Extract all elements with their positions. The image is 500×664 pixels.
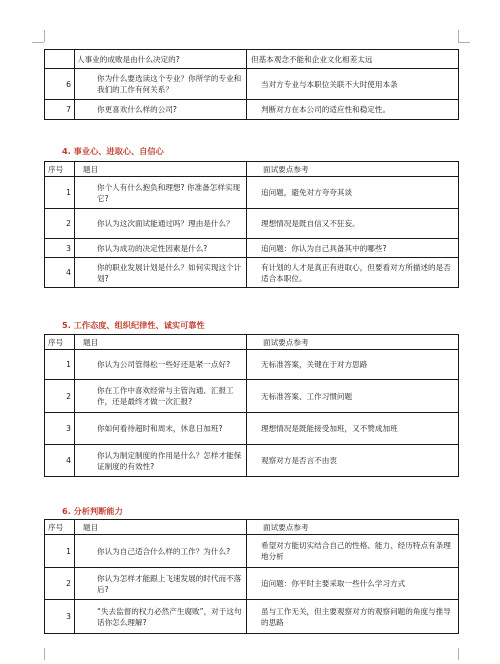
row-number (45, 50, 75, 69)
table-row (45, 600, 459, 634)
table-section-4 (44, 161, 459, 288)
section-title: 5. 工作态度、组织纪律性、诚实可靠性 (62, 320, 205, 330)
table-header-row (45, 335, 459, 350)
row-number: 4 (45, 258, 75, 288)
answer-cell: 理想情况是既自信又不狂妄。 (247, 209, 459, 239)
table-row (45, 380, 459, 413)
answer-cell: 观察对方是否言不由衷 (247, 445, 459, 477)
answer-cell: 追问题：你平时主要采取一些什么学习方式 (247, 568, 459, 600)
row-number: 3 (45, 413, 75, 445)
answer-cell: 有计划的人才是真正有进取心，但要看对方所描述的是否适合本职位。 (247, 258, 459, 288)
row-number: 6 (45, 69, 75, 100)
section-title: 6. 分析判断能力 (62, 506, 123, 516)
answer-cell: 但基本观念不能和企业文化相差太远 (247, 50, 459, 69)
crop-mark (458, 30, 459, 42)
row-number: 2 (45, 380, 75, 413)
header-answer: 面试要点参考 (247, 335, 459, 350)
question-cell: 你的职业发展计划是什么？如何实现这个计划? (75, 258, 247, 288)
header-answer: 面试要点参考 (247, 162, 459, 177)
header-answer: 面试要点参考 (247, 520, 459, 535)
table-row (45, 445, 459, 477)
answer-cell: 希望对方能切实结合自己的性格、能力、经历特点有条理地分析 (247, 535, 459, 568)
table-header-row (45, 162, 459, 177)
answer-cell: 追问题，避免对方夸夸其谈 (247, 177, 459, 209)
table-row (45, 177, 459, 209)
table-row (45, 258, 459, 288)
question-cell: 你认为自己适合什么样的工作？为什么? (75, 535, 247, 568)
answer-cell: 无标准答案，关键在于对方思路 (247, 350, 459, 380)
row-number: 7 (45, 100, 75, 120)
table-section-5 (44, 334, 459, 477)
table-row (45, 568, 459, 600)
table-continued (44, 49, 459, 120)
header-number: 序号 (45, 335, 75, 350)
table-row (45, 350, 459, 380)
answer-cell: 判断对方在本公司的适应性和稳定性。 (247, 100, 459, 120)
header-question: 题目 (75, 520, 247, 535)
table-row (45, 413, 459, 445)
crop-mark (458, 42, 470, 43)
header-number: 序号 (45, 162, 75, 177)
question-cell: 你认为这次面试能通过吗？理由是什么？ (75, 209, 247, 239)
question-cell: 你认为怎样才能跟上飞速发展的时代而不落后? (75, 568, 247, 600)
question-cell: 你更喜欢什么样的公司? (75, 100, 247, 120)
crop-mark (44, 30, 45, 42)
crop-mark (32, 42, 44, 43)
answer-cell: 理想情况是既能接受加班，又不赞成加班 (247, 413, 459, 445)
table-row (45, 209, 459, 239)
row-number: 1 (45, 350, 75, 380)
answer-cell: 无标准答案、工作习惯问题 (247, 380, 459, 413)
question-cell: 人事业的成败是由什么决定的? (75, 50, 247, 69)
row-number: 2 (45, 209, 75, 239)
question-cell: 你认为成功的决定性因素是什么? (75, 239, 247, 258)
header-question: 题目 (75, 335, 247, 350)
section-title: 4. 事业心、进取心、自信心 (62, 146, 164, 156)
question-cell: 你个人有什么抱负和理想? 你准备怎样实现它? (75, 177, 247, 209)
question-cell: 你认为制定制度的作用是什么？怎样才能保证制度的有效性? (75, 445, 247, 477)
header-number: 序号 (45, 520, 75, 535)
question-cell: 你如何看待超时和周末，休息日加班? (75, 413, 247, 445)
crop-mark (458, 648, 459, 660)
row-number: 1 (45, 535, 75, 568)
row-number: 1 (45, 177, 75, 209)
question-cell: “失去监督的权力必然产生腐败”，对于这句话你怎么理解? (75, 600, 247, 634)
answer-cell: 当对方专业与本职位关联不大时使用本条 (247, 69, 459, 100)
table-section-6 (44, 519, 459, 634)
row-number: 2 (45, 568, 75, 600)
question-cell: 你认为公司管得松一些好还是紧一点好? (75, 350, 247, 380)
answer-cell: 虽与工作无关，但主要观察对方的观察问题的角度与推导的思路 (247, 600, 459, 634)
crop-mark (44, 648, 45, 660)
table-row (45, 50, 459, 69)
table-row (45, 69, 459, 100)
answer-cell: 追问题：你认为自己具备其中的哪些? (247, 239, 459, 258)
question-cell: 你在工作中喜欢经常与主管沟通、汇报工作，还是最终才做一次汇报? (75, 380, 247, 413)
question-cell: 你为什么要选读这个专业？你所学的专业和我们的工作有何关系？ (75, 69, 247, 100)
table-row (45, 239, 459, 258)
table-row (45, 100, 459, 120)
table-row (45, 535, 459, 568)
table-header-row (45, 520, 459, 535)
row-number: 4 (45, 445, 75, 477)
row-number: 3 (45, 600, 75, 634)
header-question: 题目 (75, 162, 247, 177)
row-number: 3 (45, 239, 75, 258)
